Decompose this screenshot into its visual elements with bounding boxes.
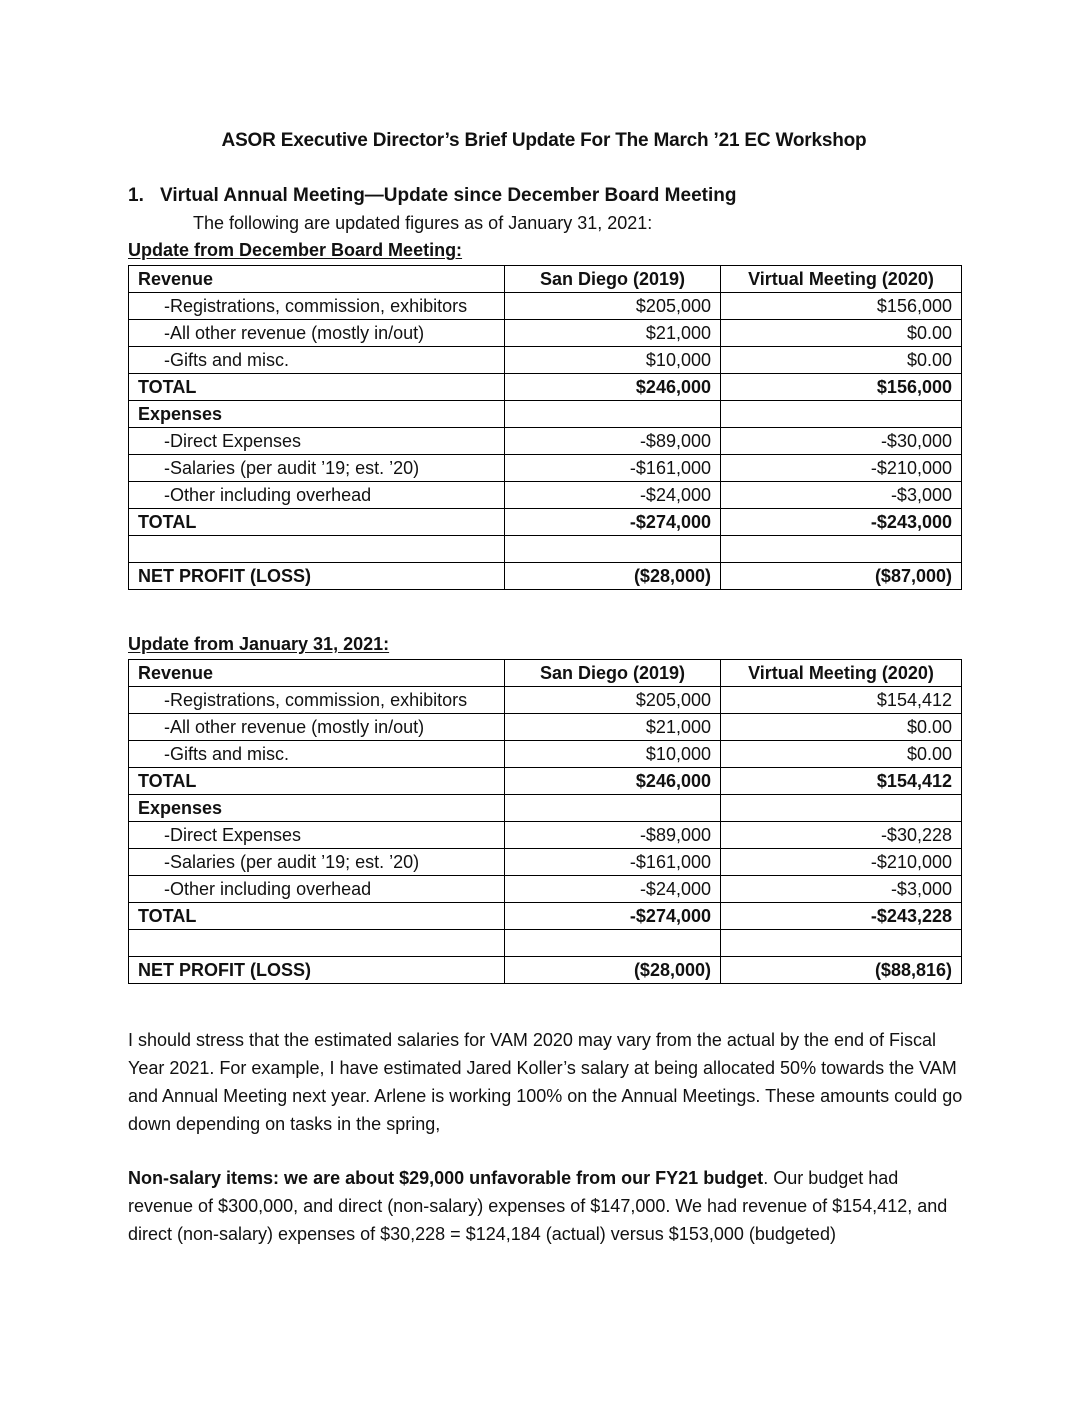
- value-cell: ($28,000): [505, 563, 721, 590]
- row-label: -Registrations, commission, exhibitors: [129, 687, 505, 714]
- value-cell: [505, 930, 721, 957]
- value-cell: [505, 536, 721, 563]
- value-cell: $246,000: [505, 768, 721, 795]
- header-cell: Revenue: [129, 266, 505, 293]
- value-cell: -$24,000: [505, 876, 721, 903]
- row-label: -Other including overhead: [129, 482, 505, 509]
- value-cell: $205,000: [505, 293, 721, 320]
- value-cell: -$30,000: [721, 428, 962, 455]
- table-row-blank: [129, 536, 962, 563]
- value-cell: -$30,228: [721, 822, 962, 849]
- row-label: TOTAL: [129, 374, 505, 401]
- table-row-total: [129, 374, 962, 401]
- table-row-section: [129, 401, 962, 428]
- value-cell: $10,000: [505, 347, 721, 374]
- value-cell: $154,412: [721, 768, 962, 795]
- header-cell: San Diego (2019): [505, 660, 721, 687]
- table-row-blank: [129, 930, 962, 957]
- table-row: [129, 455, 962, 482]
- row-label: NET PROFIT (LOSS): [129, 563, 505, 590]
- header-cell: Revenue: [129, 660, 505, 687]
- table-row: [129, 849, 962, 876]
- value-cell: $21,000: [505, 714, 721, 741]
- document-title: ASOR Executive Director’s Brief Update For The March ’21 EC Workshop: [221, 130, 867, 151]
- table-row-total: [129, 768, 962, 795]
- table1: [128, 265, 962, 590]
- value-cell: -$210,000: [721, 849, 962, 876]
- table1-label: Update from December Board Meeting:: [128, 240, 463, 260]
- table-row-net: [129, 957, 962, 984]
- row-label: -Salaries (per audit ’19; est. ’20): [129, 849, 505, 876]
- row-label: Expenses: [129, 401, 505, 428]
- value-cell: [721, 930, 962, 957]
- value-cell: -$243,000: [721, 509, 962, 536]
- table-row: [129, 822, 962, 849]
- table-row-total: [129, 509, 962, 536]
- value-cell: $0.00: [721, 741, 962, 768]
- row-label: -Direct Expenses: [129, 428, 505, 455]
- row-label: -Gifts and misc.: [129, 741, 505, 768]
- table-row-total: [129, 903, 962, 930]
- table-header-row: [129, 266, 962, 293]
- salary-note-paragraph: I should stress that the estimated salaries for VAM 2020 may vary from the actual by the end of Fiscal Year 2021. For example, I have estimated Jared Koller’s salary at being allocated 50% towards the VAM and Annual Meeting next year. Arlene is working 100% on the Annual Meetings. These amounts could go down depending on tasks in the spring,: [128, 1030, 963, 1134]
- value-cell: [721, 536, 962, 563]
- value-cell: $0.00: [721, 347, 962, 374]
- value-cell: ($88,816): [721, 957, 962, 984]
- table-row: [129, 428, 962, 455]
- row-label: -Gifts and misc.: [129, 347, 505, 374]
- row-label: TOTAL: [129, 509, 505, 536]
- table-row: [129, 320, 962, 347]
- value-cell: [721, 401, 962, 428]
- row-label: -All other revenue (mostly in/out): [129, 714, 505, 741]
- row-label: TOTAL: [129, 903, 505, 930]
- table-row-section: [129, 795, 962, 822]
- value-cell: $154,412: [721, 687, 962, 714]
- row-label: [129, 536, 505, 563]
- row-label: TOTAL: [129, 768, 505, 795]
- row-label: -Direct Expenses: [129, 822, 505, 849]
- value-cell: $10,000: [505, 741, 721, 768]
- non-salary-summary: Non-salary items: we are about $29,000 unfavorable from our FY21 budget: [128, 1168, 764, 1188]
- value-cell: -$161,000: [505, 455, 721, 482]
- header-cell: Virtual Meeting (2020): [721, 266, 962, 293]
- table-row: [129, 876, 962, 903]
- value-cell: -$89,000: [505, 428, 721, 455]
- table-row: [129, 714, 962, 741]
- table-row: [129, 482, 962, 509]
- value-cell: -$3,000: [721, 876, 962, 903]
- section-heading-text: Virtual Annual Meeting—Update since December Board Meeting: [160, 185, 737, 206]
- row-label: NET PROFIT (LOSS): [129, 957, 505, 984]
- table2-label: Update from January 31, 2021:: [128, 634, 390, 654]
- header-cell: Virtual Meeting (2020): [721, 660, 962, 687]
- row-label: Expenses: [129, 795, 505, 822]
- value-cell: [505, 795, 721, 822]
- table-row: [129, 293, 962, 320]
- value-cell: -$161,000: [505, 849, 721, 876]
- row-label: -Salaries (per audit ’19; est. ’20): [129, 455, 505, 482]
- value-cell: ($87,000): [721, 563, 962, 590]
- value-cell: $0.00: [721, 320, 962, 347]
- value-cell: $246,000: [505, 374, 721, 401]
- value-cell: -$3,000: [721, 482, 962, 509]
- table-row: [129, 741, 962, 768]
- value-cell: $156,000: [721, 374, 962, 401]
- value-cell: -$274,000: [505, 509, 721, 536]
- section-number: 1.: [128, 185, 144, 206]
- value-cell: -$210,000: [721, 455, 962, 482]
- value-cell: -$274,000: [505, 903, 721, 930]
- value-cell: $156,000: [721, 293, 962, 320]
- value-cell: $0.00: [721, 714, 962, 741]
- non-salary-detail: . Our budget had revenue of $300,000, and direct (non-salary) expenses of $147,000. We had revenue of $154,412, and direct (non-salary) expenses of $30,228 = $124,184 (actual) versus $153,000 (budgeted): [128, 1168, 948, 1244]
- header-cell: San Diego (2019): [505, 266, 721, 293]
- non-salary-paragraph: [128, 1164, 968, 1248]
- value-cell: -$24,000: [505, 482, 721, 509]
- row-label: -All other revenue (mostly in/out): [129, 320, 505, 347]
- table2: [128, 659, 962, 984]
- section-intro: The following are updated figures as of January 31, 2021:: [193, 213, 653, 233]
- row-label: [129, 930, 505, 957]
- value-cell: -$243,228: [721, 903, 962, 930]
- table-row: [129, 347, 962, 374]
- value-cell: ($28,000): [505, 957, 721, 984]
- table-header-row: [129, 660, 962, 687]
- row-label: -Registrations, commission, exhibitors: [129, 293, 505, 320]
- row-label: -Other including overhead: [129, 876, 505, 903]
- value-cell: [721, 795, 962, 822]
- value-cell: $21,000: [505, 320, 721, 347]
- value-cell: -$89,000: [505, 822, 721, 849]
- section-heading: [128, 185, 736, 207]
- table-row-net: [129, 563, 962, 590]
- value-cell: $205,000: [505, 687, 721, 714]
- table-row: [129, 687, 962, 714]
- value-cell: [505, 401, 721, 428]
